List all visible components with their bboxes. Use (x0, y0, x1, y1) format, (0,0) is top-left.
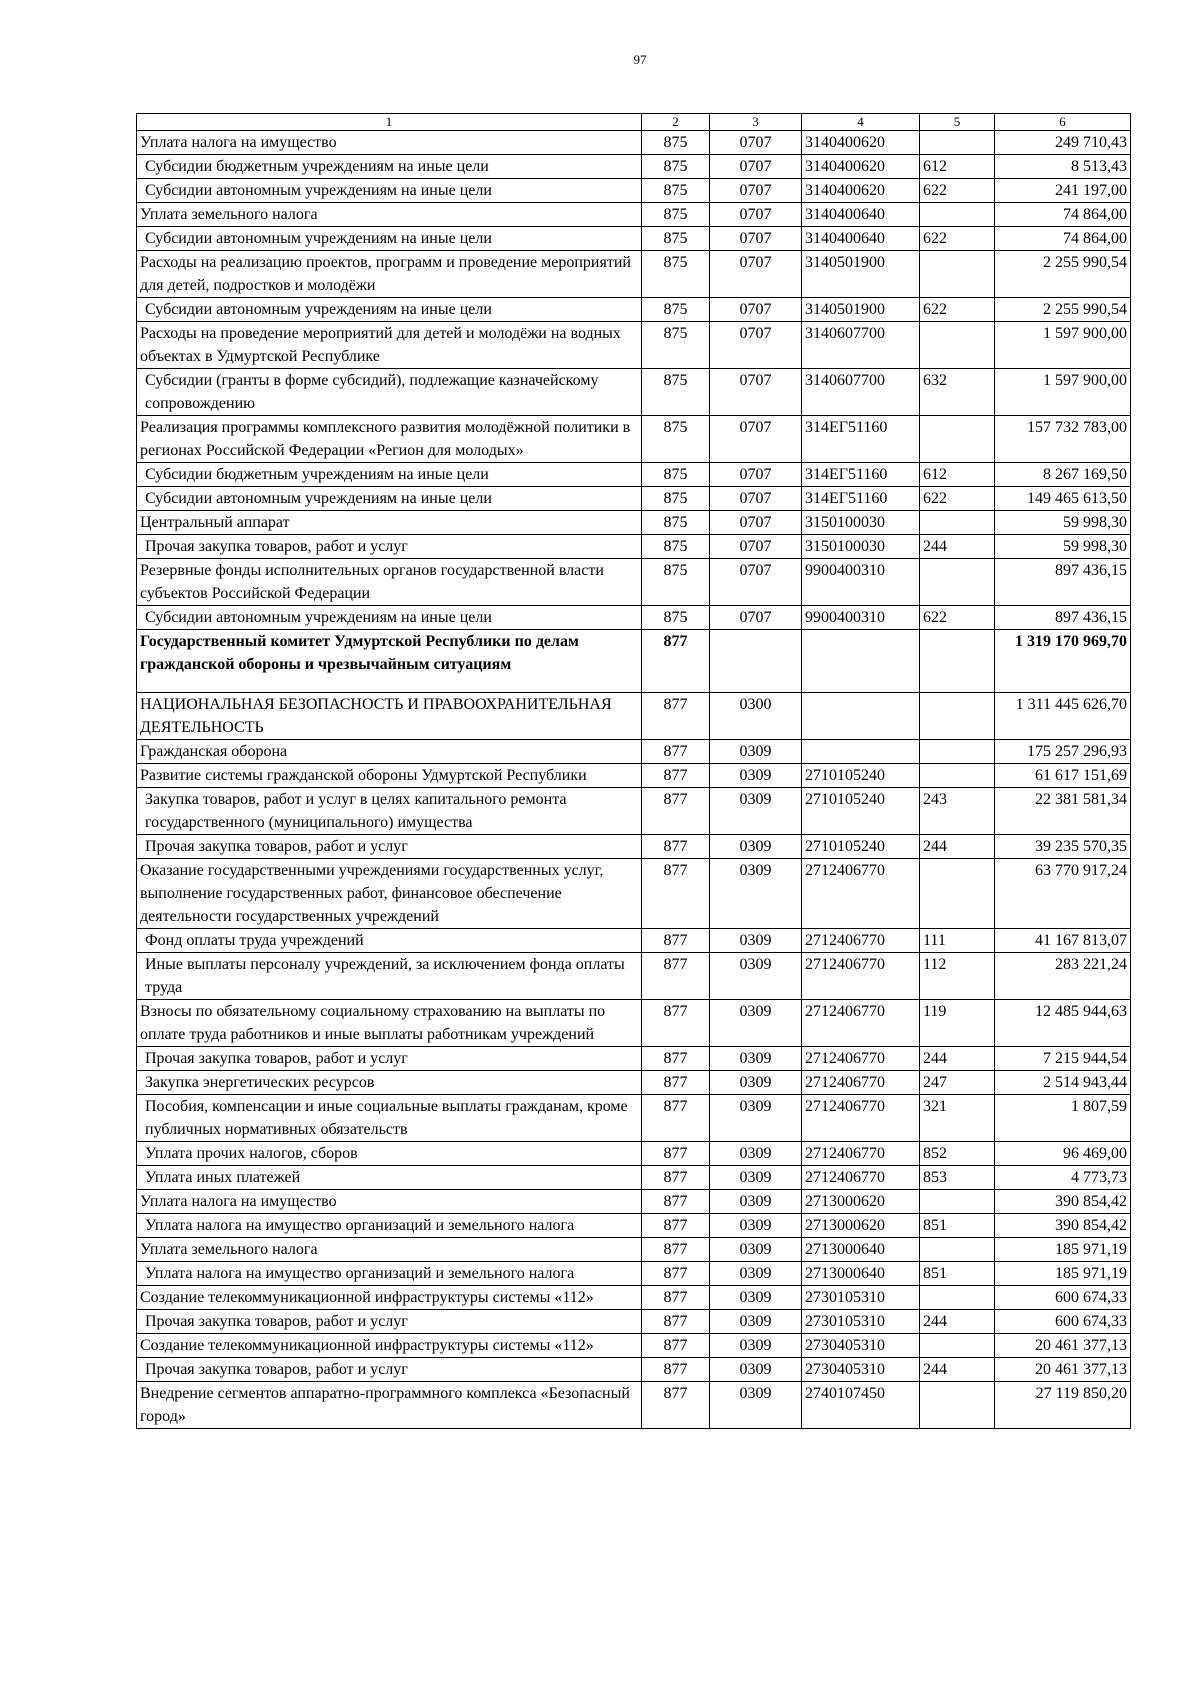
row-rz-cell: 0707 (710, 369, 802, 416)
row-name-cell: Субсидии бюджетным учреждениям на иные цели (137, 155, 642, 179)
row-cs-cell: 9900400310 (802, 606, 920, 630)
row-sum-cell: 241 197,00 (995, 179, 1131, 203)
row-cs-cell: 2713000620 (802, 1214, 920, 1238)
row-cs-cell: 2712406770 (802, 1142, 920, 1166)
row-sum-cell: 59 998,30 (995, 535, 1131, 559)
row-sum-cell: 63 770 917,24 (995, 859, 1131, 929)
row-cs-cell: 3140501900 (802, 251, 920, 298)
row-sum-cell: 20 461 377,13 (995, 1358, 1131, 1382)
row-vr-cell (920, 859, 995, 929)
row-cs-cell: 2712406770 (802, 1095, 920, 1142)
row-cs-cell: 2740107450 (802, 1382, 920, 1429)
row-vr-cell: 244 (920, 535, 995, 559)
row-sum-cell: 2 514 943,44 (995, 1071, 1131, 1095)
row-vr-cell: 247 (920, 1071, 995, 1095)
row-name-cell: НАЦИОНАЛЬНАЯ БЕЗОПАСНОСТЬ И ПРАВООХРАНИТЕЛЬНАЯ ДЕЯТЕЛЬНОСТЬ (137, 693, 642, 740)
row-ved-cell: 877 (642, 740, 710, 764)
row-vr-cell: 852 (920, 1142, 995, 1166)
table-row (137, 1358, 1131, 1382)
row-ved-cell: 877 (642, 929, 710, 953)
row-name-cell: Государственный комитет Удмуртской Республики по делам гражданской обороны и чрезвычайным ситуациям (137, 630, 642, 693)
row-vr-cell: 622 (920, 179, 995, 203)
row-vr-cell (920, 251, 995, 298)
row-vr-cell (920, 1382, 995, 1429)
row-vr-cell: 632 (920, 369, 995, 416)
row-name-cell: Развитие системы гражданской обороны Удмуртской Республики (137, 764, 642, 788)
table-row (137, 788, 1131, 835)
row-ved-cell: 875 (642, 322, 710, 369)
row-sum-cell: 1 311 445 626,70 (995, 693, 1131, 740)
row-ved-cell: 877 (642, 1047, 710, 1071)
row-ved-cell: 877 (642, 764, 710, 788)
row-cs-cell: 2712406770 (802, 953, 920, 1000)
row-ved-cell: 877 (642, 1262, 710, 1286)
row-ved-cell: 875 (642, 535, 710, 559)
row-sum-cell: 74 864,00 (995, 203, 1131, 227)
row-vr-cell: 622 (920, 298, 995, 322)
row-name-cell: Создание телекоммуникационной инфраструктуры системы «112» (137, 1286, 642, 1310)
row-cs-cell: 2712406770 (802, 1166, 920, 1190)
row-name-cell: Прочая закупка товаров, работ и услуг (137, 1358, 642, 1382)
row-name-cell: Закупка товаров, работ и услуг в целях капитального ремонта государственного (муниципального) имущества (137, 788, 642, 835)
table-header-row (137, 114, 1131, 131)
row-name-cell: Субсидии автономным учреждениям на иные цели (137, 179, 642, 203)
row-sum-cell: 59 998,30 (995, 511, 1131, 535)
row-cs-cell (802, 693, 920, 740)
table-row (137, 1000, 1131, 1047)
row-name-cell: Уплата налога на имущество (137, 1190, 642, 1214)
row-vr-cell: 321 (920, 1095, 995, 1142)
row-ved-cell: 877 (642, 1358, 710, 1382)
row-ved-cell: 875 (642, 416, 710, 463)
header-col-rz: 3 (710, 114, 802, 131)
header-col-name: 1 (137, 114, 642, 131)
row-cs-cell: 2713000640 (802, 1238, 920, 1262)
row-ved-cell: 877 (642, 693, 710, 740)
row-sum-cell: 2 255 990,54 (995, 298, 1131, 322)
table-row (137, 1190, 1131, 1214)
row-ved-cell: 875 (642, 251, 710, 298)
row-name-cell: Уплата налога на имущество (137, 131, 642, 155)
row-ved-cell: 875 (642, 559, 710, 606)
row-vr-cell: 612 (920, 155, 995, 179)
row-cs-cell: 2713000620 (802, 1190, 920, 1214)
row-cs-cell: 2712406770 (802, 1071, 920, 1095)
row-name-cell: Гражданская оборона (137, 740, 642, 764)
row-rz-cell: 0707 (710, 155, 802, 179)
row-cs-cell: 314ЕГ51160 (802, 416, 920, 463)
row-ved-cell: 875 (642, 179, 710, 203)
table-row (137, 835, 1131, 859)
row-sum-cell: 1 597 900,00 (995, 369, 1131, 416)
row-name-cell: Создание телекоммуникационной инфраструктуры системы «112» (137, 1334, 642, 1358)
row-sum-cell: 39 235 570,35 (995, 835, 1131, 859)
row-name-cell: Фонд оплаты труда учреждений (137, 929, 642, 953)
table-body (137, 131, 1131, 1429)
table-row (137, 155, 1131, 179)
row-cs-cell: 314ЕГ51160 (802, 487, 920, 511)
row-rz-cell: 0707 (710, 298, 802, 322)
row-cs-cell: 3140501900 (802, 298, 920, 322)
table-row (137, 251, 1131, 298)
row-vr-cell (920, 630, 995, 693)
row-cs-cell: 2710105240 (802, 835, 920, 859)
row-rz-cell: 0707 (710, 487, 802, 511)
row-ved-cell: 877 (642, 1142, 710, 1166)
row-vr-cell (920, 740, 995, 764)
row-name-cell: Субсидии автономным учреждениям на иные цели (137, 298, 642, 322)
row-ved-cell: 875 (642, 298, 710, 322)
row-cs-cell: 3150100030 (802, 535, 920, 559)
row-name-cell: Центральный аппарат (137, 511, 642, 535)
table-row (137, 1095, 1131, 1142)
row-rz-cell: 0707 (710, 559, 802, 606)
row-name-cell: Уплата иных платежей (137, 1166, 642, 1190)
row-rz-cell: 0309 (710, 1190, 802, 1214)
row-vr-cell: 622 (920, 606, 995, 630)
row-name-cell: Уплата налога на имущество организаций и земельного налога (137, 1262, 642, 1286)
row-vr-cell: 853 (920, 1166, 995, 1190)
row-cs-cell: 2710105240 (802, 788, 920, 835)
table-row (137, 1382, 1131, 1429)
row-rz-cell: 0707 (710, 511, 802, 535)
row-name-cell: Иные выплаты персоналу учреждений, за исключением фонда оплаты труда (137, 953, 642, 1000)
row-cs-cell: 2730105310 (802, 1286, 920, 1310)
row-sum-cell: 600 674,33 (995, 1310, 1131, 1334)
row-vr-cell (920, 1190, 995, 1214)
row-cs-cell: 2712406770 (802, 1000, 920, 1047)
row-sum-cell: 27 119 850,20 (995, 1382, 1131, 1429)
row-name-cell: Внедрение сегментов аппаратно-программного комплекса «Безопасный город» (137, 1382, 642, 1429)
row-ved-cell: 877 (642, 788, 710, 835)
row-vr-cell: 243 (920, 788, 995, 835)
row-rz-cell: 0707 (710, 203, 802, 227)
row-ved-cell: 875 (642, 463, 710, 487)
row-name-cell: Субсидии автономным учреждениям на иные цели (137, 606, 642, 630)
row-ved-cell: 877 (642, 1095, 710, 1142)
table-row (137, 1047, 1131, 1071)
row-sum-cell: 897 436,15 (995, 606, 1131, 630)
header-col-ved: 2 (642, 114, 710, 131)
row-vr-cell (920, 511, 995, 535)
row-rz-cell: 0309 (710, 1142, 802, 1166)
row-cs-cell: 2712406770 (802, 929, 920, 953)
row-vr-cell (920, 693, 995, 740)
row-rz-cell: 0309 (710, 1262, 802, 1286)
table-row (137, 535, 1131, 559)
table-row (137, 630, 1131, 693)
row-cs-cell: 3140400620 (802, 179, 920, 203)
row-cs-cell: 3140400620 (802, 131, 920, 155)
row-rz-cell: 0309 (710, 1238, 802, 1262)
row-sum-cell: 8 513,43 (995, 155, 1131, 179)
row-rz-cell (710, 630, 802, 693)
table-row (137, 606, 1131, 630)
row-ved-cell: 877 (642, 1071, 710, 1095)
row-sum-cell: 149 465 613,50 (995, 487, 1131, 511)
table-row (137, 693, 1131, 740)
row-ved-cell: 875 (642, 487, 710, 511)
table-row (137, 1286, 1131, 1310)
table-row (137, 203, 1131, 227)
table-row (137, 322, 1131, 369)
row-vr-cell (920, 1286, 995, 1310)
row-vr-cell: 119 (920, 1000, 995, 1047)
table-row (137, 1071, 1131, 1095)
row-sum-cell: 185 971,19 (995, 1262, 1131, 1286)
row-rz-cell: 0309 (710, 1334, 802, 1358)
row-vr-cell: 622 (920, 227, 995, 251)
row-rz-cell: 0309 (710, 1214, 802, 1238)
table-row (137, 369, 1131, 416)
row-ved-cell: 877 (642, 953, 710, 1000)
row-vr-cell: 244 (920, 1358, 995, 1382)
row-cs-cell: 2730405310 (802, 1358, 920, 1382)
table-row (137, 511, 1131, 535)
row-sum-cell: 12 485 944,63 (995, 1000, 1131, 1047)
row-name-cell: Уплата земельного налога (137, 1238, 642, 1262)
row-ved-cell: 877 (642, 1310, 710, 1334)
row-vr-cell (920, 1334, 995, 1358)
row-rz-cell: 0707 (710, 463, 802, 487)
row-ved-cell: 877 (642, 1238, 710, 1262)
row-cs-cell: 3140400640 (802, 203, 920, 227)
row-sum-cell: 185 971,19 (995, 1238, 1131, 1262)
row-vr-cell: 244 (920, 1047, 995, 1071)
row-sum-cell: 61 617 151,69 (995, 764, 1131, 788)
row-sum-cell: 283 221,24 (995, 953, 1131, 1000)
row-rz-cell: 0309 (710, 740, 802, 764)
row-name-cell: Реализация программы комплексного развития молодёжной политики в регионах Российской Федерации «Регион для молодых» (137, 416, 642, 463)
row-sum-cell: 175 257 296,93 (995, 740, 1131, 764)
row-sum-cell: 8 267 169,50 (995, 463, 1131, 487)
row-rz-cell: 0309 (710, 835, 802, 859)
row-vr-cell: 111 (920, 929, 995, 953)
table-row (137, 1310, 1131, 1334)
row-rz-cell: 0309 (710, 1358, 802, 1382)
row-cs-cell: 2712406770 (802, 859, 920, 929)
row-vr-cell (920, 416, 995, 463)
row-name-cell: Прочая закупка товаров, работ и услуг (137, 1047, 642, 1071)
table-row (137, 487, 1131, 511)
row-name-cell: Прочая закупка товаров, работ и услуг (137, 835, 642, 859)
row-ved-cell: 877 (642, 1286, 710, 1310)
row-rz-cell: 0300 (710, 693, 802, 740)
row-sum-cell: 96 469,00 (995, 1142, 1131, 1166)
row-cs-cell (802, 630, 920, 693)
row-name-cell: Субсидии бюджетным учреждениям на иные цели (137, 463, 642, 487)
row-sum-cell: 74 864,00 (995, 227, 1131, 251)
row-vr-cell: 851 (920, 1214, 995, 1238)
row-cs-cell: 2730105310 (802, 1310, 920, 1334)
row-name-cell: Оказание государственными учреждениями государственных услуг, выполнение государственных работ, финансовое обеспечение деятельности государственных учреждений (137, 859, 642, 929)
row-sum-cell: 897 436,15 (995, 559, 1131, 606)
row-sum-cell: 20 461 377,13 (995, 1334, 1131, 1358)
row-ved-cell: 875 (642, 203, 710, 227)
row-name-cell: Субсидии автономным учреждениям на иные цели (137, 227, 642, 251)
row-sum-cell: 600 674,33 (995, 1286, 1131, 1310)
table-row (137, 179, 1131, 203)
row-rz-cell: 0707 (710, 227, 802, 251)
row-rz-cell: 0707 (710, 606, 802, 630)
page-number: 97 (633, 52, 647, 67)
row-sum-cell: 1 807,59 (995, 1095, 1131, 1142)
table-row (137, 953, 1131, 1000)
row-sum-cell: 390 854,42 (995, 1190, 1131, 1214)
row-sum-cell: 1 597 900,00 (995, 322, 1131, 369)
row-rz-cell: 0309 (710, 1047, 802, 1071)
row-vr-cell (920, 322, 995, 369)
row-name-cell: Взносы по обязательному социальному страхованию на выплаты по оплате труда работников и иные выплаты работникам учреждений (137, 1000, 642, 1047)
table-row (137, 298, 1131, 322)
row-name-cell: Уплата налога на имущество организаций и земельного налога (137, 1214, 642, 1238)
row-ved-cell: 877 (642, 1166, 710, 1190)
row-cs-cell: 3140400620 (802, 155, 920, 179)
row-sum-cell: 22 381 581,34 (995, 788, 1131, 835)
row-rz-cell: 0309 (710, 1286, 802, 1310)
row-name-cell: Расходы на проведение мероприятий для детей и молодёжи на водных объектах в Удмуртской Республике (137, 322, 642, 369)
row-name-cell: Уплата прочих налогов, сборов (137, 1142, 642, 1166)
row-rz-cell: 0309 (710, 1310, 802, 1334)
row-ved-cell: 875 (642, 227, 710, 251)
row-rz-cell: 0309 (710, 1000, 802, 1047)
row-ved-cell: 877 (642, 1190, 710, 1214)
row-ved-cell: 877 (642, 1382, 710, 1429)
row-vr-cell (920, 203, 995, 227)
row-rz-cell: 0707 (710, 131, 802, 155)
row-cs-cell: 9900400310 (802, 559, 920, 606)
row-name-cell: Субсидии (гранты в форме субсидий), подлежащие казначейскому сопровождению (137, 369, 642, 416)
row-rz-cell: 0707 (710, 179, 802, 203)
table-row (137, 1334, 1131, 1358)
row-name-cell: Субсидии автономным учреждениям на иные цели (137, 487, 642, 511)
row-cs-cell: 2730405310 (802, 1334, 920, 1358)
row-rz-cell: 0707 (710, 416, 802, 463)
table-row (137, 1262, 1131, 1286)
row-name-cell: Прочая закупка товаров, работ и услуг (137, 535, 642, 559)
row-name-cell: Резервные фонды исполнительных органов государственной власти субъектов Российской Федерации (137, 559, 642, 606)
row-cs-cell: 3140400640 (802, 227, 920, 251)
row-vr-cell: 612 (920, 463, 995, 487)
row-vr-cell: 244 (920, 835, 995, 859)
table-row (137, 859, 1131, 929)
row-vr-cell (920, 559, 995, 606)
row-cs-cell: 3140607700 (802, 369, 920, 416)
row-ved-cell: 875 (642, 155, 710, 179)
header-col-cs: 4 (802, 114, 920, 131)
row-name-cell: Уплата земельного налога (137, 203, 642, 227)
row-vr-cell (920, 131, 995, 155)
table-row (137, 559, 1131, 606)
row-ved-cell: 877 (642, 1000, 710, 1047)
row-ved-cell: 875 (642, 606, 710, 630)
table-row (137, 740, 1131, 764)
row-ved-cell: 875 (642, 511, 710, 535)
row-rz-cell: 0309 (710, 1382, 802, 1429)
row-rz-cell: 0309 (710, 1166, 802, 1190)
row-vr-cell (920, 1238, 995, 1262)
row-rz-cell: 0309 (710, 1071, 802, 1095)
row-sum-cell: 390 854,42 (995, 1214, 1131, 1238)
row-name-cell: Расходы на реализацию проектов, программ и проведение мероприятий для детей, подростков и молодёжи (137, 251, 642, 298)
table-row (137, 1214, 1131, 1238)
row-name-cell: Пособия, компенсации и иные социальные выплаты гражданам, кроме публичных нормативных обязательств (137, 1095, 642, 1142)
row-sum-cell: 7 215 944,54 (995, 1047, 1131, 1071)
row-ved-cell: 877 (642, 835, 710, 859)
row-vr-cell: 622 (920, 487, 995, 511)
row-cs-cell (802, 740, 920, 764)
row-cs-cell: 314ЕГ51160 (802, 463, 920, 487)
row-rz-cell: 0309 (710, 788, 802, 835)
row-sum-cell: 41 167 813,07 (995, 929, 1131, 953)
row-rz-cell: 0309 (710, 929, 802, 953)
row-vr-cell: 851 (920, 1262, 995, 1286)
table-row (137, 416, 1131, 463)
row-rz-cell: 0707 (710, 322, 802, 369)
row-rz-cell: 0309 (710, 953, 802, 1000)
row-cs-cell: 3140607700 (802, 322, 920, 369)
row-ved-cell: 877 (642, 1214, 710, 1238)
table-row (137, 929, 1131, 953)
row-rz-cell: 0309 (710, 859, 802, 929)
table-row (137, 131, 1131, 155)
row-cs-cell: 3150100030 (802, 511, 920, 535)
row-cs-cell: 2712406770 (802, 1047, 920, 1071)
row-sum-cell: 249 710,43 (995, 131, 1131, 155)
row-vr-cell: 112 (920, 953, 995, 1000)
table-row (137, 1166, 1131, 1190)
row-sum-cell: 1 319 170 969,70 (995, 630, 1131, 693)
table-row (137, 1238, 1131, 1262)
row-name-cell: Прочая закупка товаров, работ и услуг (137, 1310, 642, 1334)
header-col-sum: 6 (995, 114, 1131, 131)
row-rz-cell: 0707 (710, 535, 802, 559)
row-rz-cell: 0707 (710, 251, 802, 298)
row-vr-cell (920, 764, 995, 788)
row-cs-cell: 2710105240 (802, 764, 920, 788)
table-row (137, 1142, 1131, 1166)
row-ved-cell: 877 (642, 859, 710, 929)
row-vr-cell: 244 (920, 1310, 995, 1334)
budget-table (136, 113, 1131, 1429)
row-ved-cell: 877 (642, 1334, 710, 1358)
table-row (137, 227, 1131, 251)
table-row (137, 764, 1131, 788)
row-cs-cell: 2713000640 (802, 1262, 920, 1286)
row-sum-cell: 157 732 783,00 (995, 416, 1131, 463)
row-name-cell: Закупка энергетических ресурсов (137, 1071, 642, 1095)
row-sum-cell: 4 773,73 (995, 1166, 1131, 1190)
row-rz-cell: 0309 (710, 764, 802, 788)
row-rz-cell: 0309 (710, 1095, 802, 1142)
header-col-vr: 5 (920, 114, 995, 131)
row-ved-cell: 877 (642, 630, 710, 693)
row-ved-cell: 875 (642, 131, 710, 155)
row-ved-cell: 875 (642, 369, 710, 416)
row-sum-cell: 2 255 990,54 (995, 251, 1131, 298)
table-row (137, 463, 1131, 487)
